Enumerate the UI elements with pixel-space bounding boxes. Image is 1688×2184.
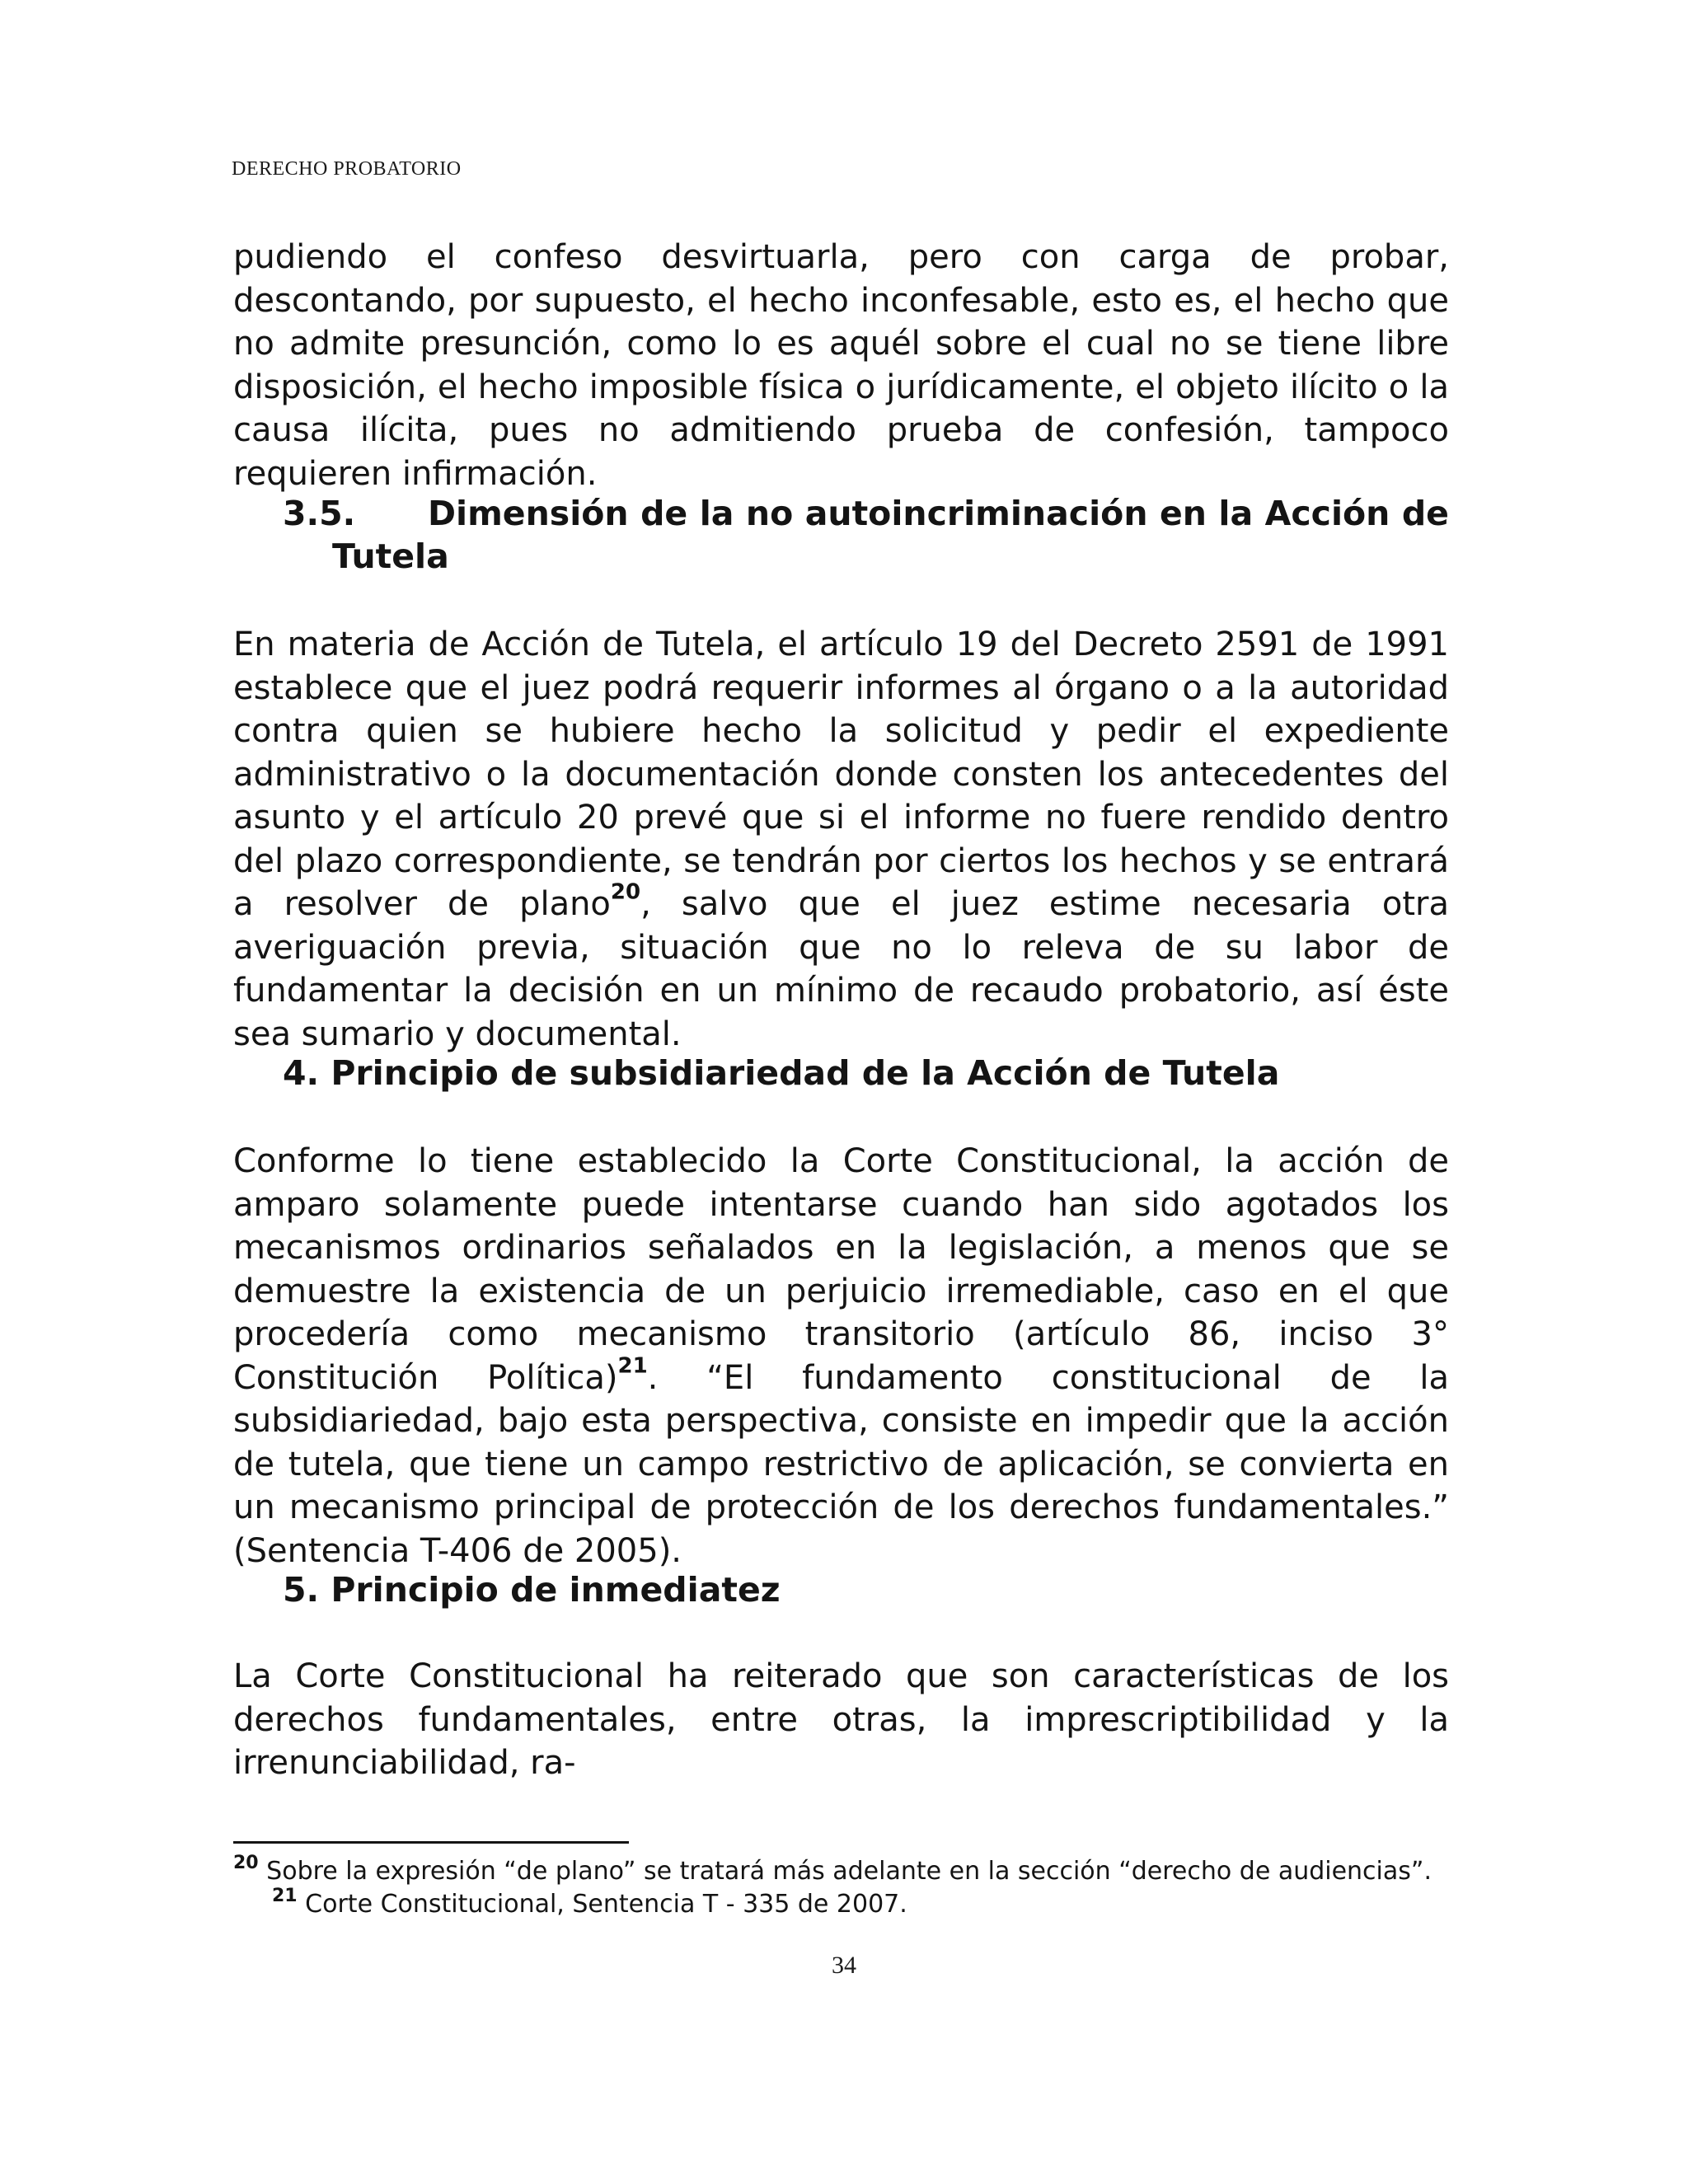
running-header: DERECHO PROBATORIO (232, 158, 462, 180)
paragraph-immediacy (233, 1655, 1449, 1785)
section-number: 3.5. (283, 494, 356, 533)
paragraph-text: pudiendo el confeso desvirtuarla, pero con carga de probar, descontando, por supuesto, el hecho inconfesable, esto es, el hecho que no admite presunción, como lo es aquél sobre el cual no se tiene libre disposición, el hecho imposible física o jurídicamente, el objeto ilícito o la causa ilícita, pues no admitiendo prueba de confesión, tampoco requieren infirmación. (233, 238, 1449, 493)
footnote-20 (233, 1852, 1432, 1887)
paragraph-text: En materia de Acción de Tutela, el artículo 19 del Decreto 2591 de 1991 establece que el juez podrá requerir informes al órgano o a la autoridad contra quien se hubiere hecho la solicitud y pedir el expediente administrativo o la documentación donde consten los antecedentes del asunto y el artículo 20 prevé que si el informe no fuere rendido dentro del plazo correspondiente, se tendrán por ciertos los hechos y se entrará a resolver de plano (233, 626, 1449, 923)
footnote-21 (272, 1885, 907, 1920)
footnote-number: 20 (233, 1852, 259, 1873)
page-number: 34 (832, 1952, 856, 1979)
section-title: Dimensión de la no autoincriminación en la Acción de (428, 494, 1449, 533)
footnote-separator (233, 1841, 629, 1844)
footnote-text: Sobre la expresión “de plano” se tratará más adelante en la sección “derecho de audiencias”. (266, 1857, 1432, 1886)
paragraph-text: La Corte Constitucional ha reiterado que son características de los derechos fundamentales, entre otras, la imprescriptibilidad y la irrenunciabilidad, ra- (233, 1657, 1449, 1782)
footnote-ref-21[interactable]: 21 (617, 1353, 648, 1378)
paragraph-tutela-decree (233, 623, 1449, 1056)
paragraph-text: Conforme lo tiene establecido la Corte Constitucional, la acción de amparo solamente puede intentarse cuando han sido agotados los mecanismos ordinarios señalados en la legislación, a menos que se demuestre la existencia de un perjuicio irremediable, caso en el que procedería como mecanismo transitorio (artículo 86, inciso 3° Constitución Política) (233, 1142, 1449, 1397)
footnote-ref-20[interactable]: 20 (610, 879, 641, 905)
footnote-text: Corte Constitucional, Sentencia T - 335 de 2007. (305, 1890, 907, 1919)
section-heading-5: 5. Principio de inmediatez (283, 1570, 781, 1610)
paragraph-subsidiarity (233, 1140, 1449, 1572)
footnote-number: 21 (272, 1885, 298, 1906)
paragraph-confession (233, 236, 1449, 495)
section-title-continuation: Tutela (332, 537, 449, 576)
paragraph-text-continued: , salvo que el juez estime necesaria otra averiguación previa, situación que no lo releva de su labor de fundamentar la decisión en un mínimo de recaudo probatorio, así éste sea sumario y documental. (233, 885, 1449, 1053)
paragraph-text-continued: . “El fundamento constitucional de la subsidiariedad, bajo esta perspectiva, consiste en impedir que la acción de tutela, que tiene un campo restrictivo de aplicación, se convierta en un mecanismo principal de protección de los derechos fundamentales.” (Sentencia T-406 de 2005). (233, 1358, 1450, 1570)
section-heading-4: 4. Principio de subsidiariedad de la Acción de Tutela (283, 1053, 1280, 1093)
